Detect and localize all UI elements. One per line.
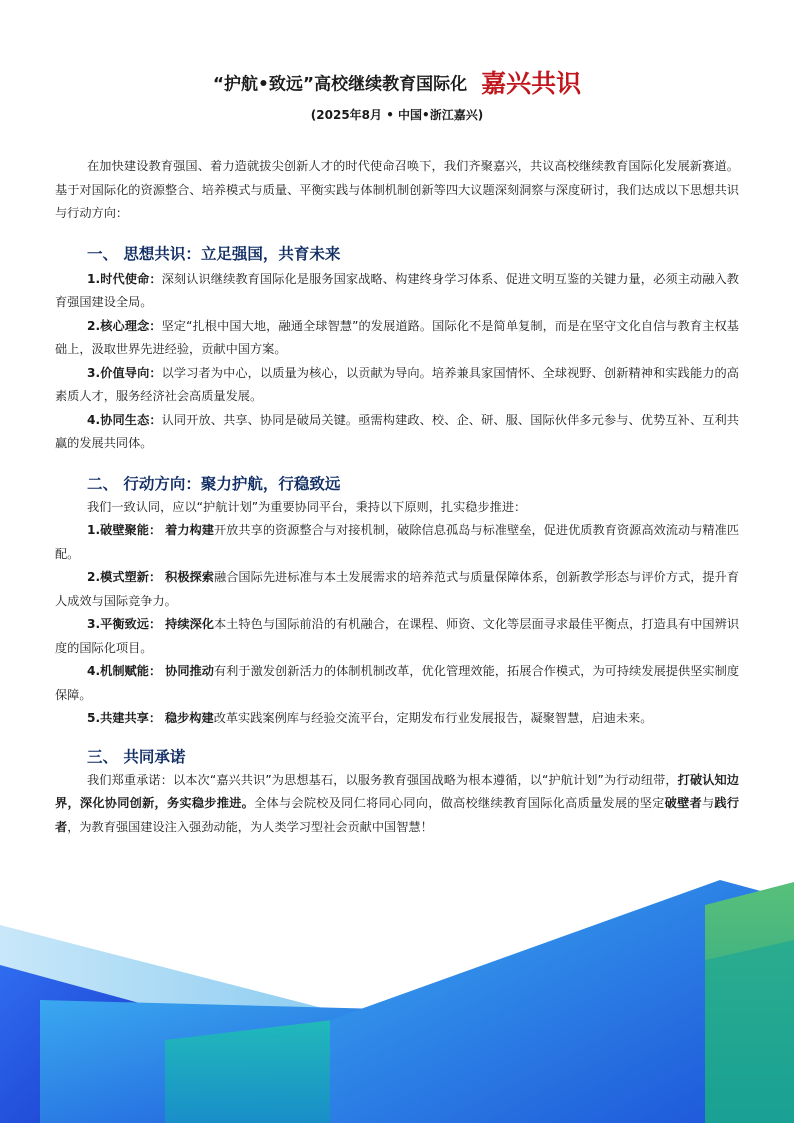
title-main: “护航•致远”高校继续教育国际化 [212,74,468,95]
section-heading-commitment: 三、 共同承诺 [87,747,186,766]
item-label: 4.机制赋能： [87,664,162,678]
item-label: 3.平衡致远： [87,617,162,631]
item-text: 融合国际先进标准与本土发展需求的培养范式与质量保障体系，创新教学形态与评价方式，提升育人成效与国际竞争力。 [55,570,740,608]
commitment-bold: 打破认知边界，深化协同创新，务实稳步推进。 [55,772,739,810]
item-keyword: 持续深化 [165,617,214,631]
item-text: 有利于激发创新活力的体制机制改革，优化管理效能，拓展合作模式，为可持续发展提供坚实制度保障。 [55,664,740,702]
item-label: 5.共建共享： [87,711,162,725]
item-text: 改革实践案例库与经验交流平台，定期发布行业发展报告，凝聚智慧，启迪未来。 [213,711,653,725]
intro-paragraph: 在加快建设教育强国、着力造就拔尖创新人才的时代使命召唤下，我们齐聚嘉兴，共议高校继续教育国际化发展新赛道。基于对国际化的资源整合、培养模式与质量、平衡实践与体制机制创新等四大议题深刻洞察与深度研讨，我们达成以下思想共识与行动方向： [55,159,739,220]
commitment-bold: 践行者 [55,796,740,834]
item-label: 2.模式塑新： [87,570,162,584]
item-text: 本土特色与国际前沿的有机融合，在课程、师资、文化等层面寻求最佳平衡点，打造具有中国辨识度的国际化项目。 [55,617,740,655]
commitment-text: ，为教育强国建设注入强劲动能，为人类学习型社会贡献中国智慧！ [67,819,433,834]
decor-teal-column [705,940,794,1123]
item-label: 2.核心理念： [87,318,162,333]
item-keyword: 着力构建 [165,523,214,537]
item-label: 1.破壁聚能： [87,523,162,537]
item-keyword: 积极探索 [165,570,214,584]
item-label: 4.协同生态： [87,412,162,427]
item-text: 以学习者为中心，以质量为核心，以贡献为导向。培养兼具家国情怀、全球视野、创新精神和实践能力的高素质人才，服务经济社会高质量发展。 [55,365,739,403]
item-text: 坚定“扎根中国大地，融通全球智慧”的发展道路。国际化不是简单复制，而是在坚守文化自信与教育主权基础上，汲取世界先进经验，贡献中国方案。 [55,318,739,356]
item-keyword: 稳步构建 [164,711,214,725]
section-heading-action: 二、 行动方向：聚力护航，行稳致远 [87,474,341,493]
section-heading-consensus: 一、 思想共识：立足强国，共育未来 [87,244,341,263]
title-accent: 嘉兴共识 [481,69,582,98]
commitment-text: 全体与会院校及同仁将同心同向，做高校继续教育国际化高质量发展的坚定 [254,796,665,810]
item-keyword: 协同推动 [165,664,214,678]
item-text: 认同开放、共享、协同是破局关键。亟需构建政、校、企、研、服、国际伙伴多元参与、优势互补、互利共赢的发展共同体。 [55,412,739,450]
document-subtitle: (2025年8月 • 中国•浙江嘉兴) [310,108,484,122]
commitment-text: 我们郑重承诺：以本次“嘉兴共识”为思想基石，以服务教育强国战略为根本遵循，以“护航计划”为行动纽带， [87,772,678,787]
commitment-text: 与 [701,796,715,810]
action-lead: 我们一致认同，应以“护航计划”为重要协同平台，秉持以下原则，扎实稳步推进： [87,499,527,514]
commitment-bold: 破壁者 [664,796,702,810]
item-label: 1.时代使命： [87,271,162,286]
item-text: 开放共享的资源整合与对接机制，破除信息孤岛与标准壁垒，促进优质教育资源高效流动与精准匹配。 [55,523,740,561]
item-text: 深刻认识继续教育国际化是服务国家战略、构建终身学习体系、促进文明互鉴的关键力量，必须主动融入教育强国建设全局。 [55,271,739,309]
item-label: 3.价值导向： [87,365,162,380]
